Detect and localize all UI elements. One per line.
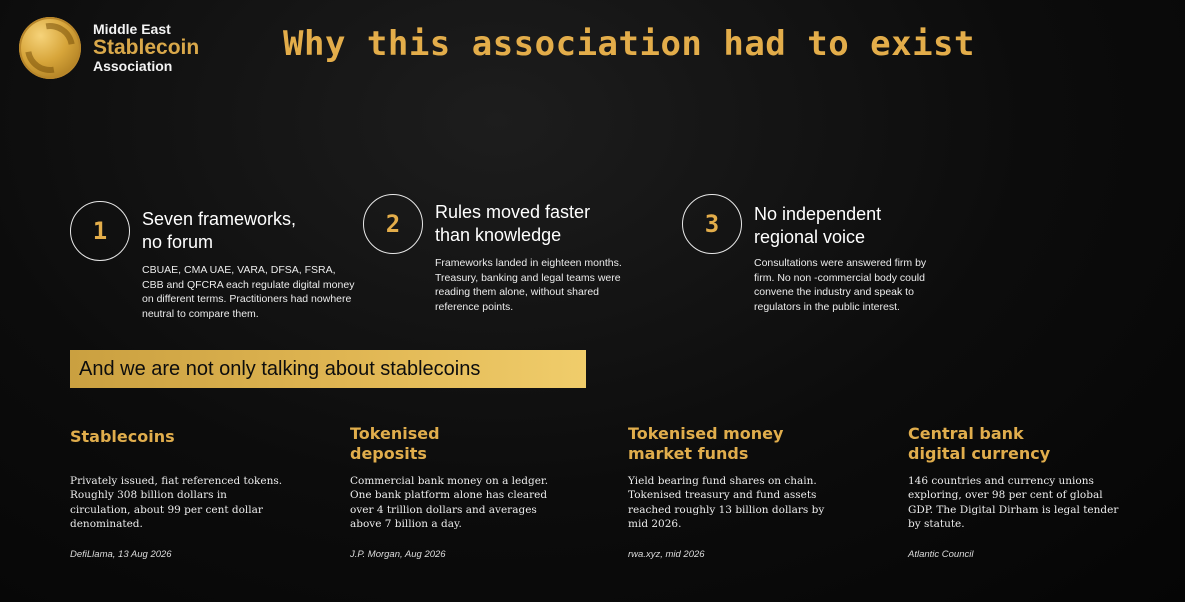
reason-heading [754,203,881,250]
logo-line-1: Middle East [93,21,171,38]
category-body: 146 countries and currency unions exploring, over 98 per cent of global GDP. The Digital Dirham is legal tender by statute. [908,475,1119,531]
logo-line-3: Association [93,58,173,75]
reason-body: Consultations were answered firm by firm. No non -commercial body could convene the industry and speak to regulators in the public interest. [754,257,927,314]
category-heading-line-1: Tokenised money [628,424,784,443]
section-banner: And we are not only talking about stablecoins [70,350,586,388]
page-title: Why this association had to exist [283,24,976,64]
reason-number-badge: 1 [70,201,130,261]
category-heading [908,424,1118,464]
reason-heading [435,201,590,248]
category-heading-line-1: Stablecoins [70,427,175,446]
reason-number-badge: 2 [363,194,423,254]
reason-heading-line-1: No independent [754,204,882,224]
category-heading-line-2: deposits [350,444,427,463]
category-source: DefiLlama, 13 Aug 2026 [70,549,172,560]
reason-heading-line-1: Seven frameworks, [142,209,297,229]
reason-heading [142,208,296,255]
logo-line-2: Stablecoin [93,35,200,59]
reason-body: Frameworks landed in eighteen months. Treasury, banking and legal teams were reading them alone, without shared reference points. [435,257,622,314]
category-body: Yield bearing fund shares on chain. Tokenised treasury and fund assets reached roughly 13 billion dollars by mid 2026. [628,475,825,531]
reason-heading-line-1: Rules moved faster [435,202,591,222]
category-tokenised-deposits [350,424,560,560]
category-source: J.P. Morgan, Aug 2026 [350,549,446,560]
reason-number-badge: 3 [682,194,742,254]
category-heading-line-2: market funds [628,444,749,463]
category-cbdc [908,424,1119,560]
reason-heading-line-2: no forum [142,232,214,253]
category-heading [628,424,838,464]
logo-text [93,22,199,73]
category-stablecoins [70,424,283,560]
category-heading [70,424,280,447]
category-heading-line-1: Central bank [908,424,1024,443]
category-body: Commercial bank money on a ledger. One bank platform alone has cleared over 4 trillion dollars and averages above 7 billion a day. [350,475,549,531]
reason-heading-line-2: than knowledge [435,225,562,246]
coin-logo-icon [19,17,81,79]
category-source: rwa.xyz, mid 2026 [628,549,705,560]
reason-body: CBUAE, CMA UAE, VARA, DFSA, FSRA, CBB and QFCRA each regulate digital money on different terms. Practitioners had nowhere neutral to compare them. [142,264,355,321]
category-body: Privately issued, fiat referenced tokens. Roughly 308 billion dollars in circulation, about 99 per cent dollar denominated. [70,475,283,531]
category-heading-line-1: Tokenised [350,424,440,443]
category-tokenised-mmf [628,424,838,560]
association-logo [19,17,199,79]
category-heading [350,424,560,464]
category-heading-line-2: digital currency [908,444,1051,463]
reason-heading-line-2: regional voice [754,227,866,248]
category-source: Atlantic Council [908,549,974,560]
